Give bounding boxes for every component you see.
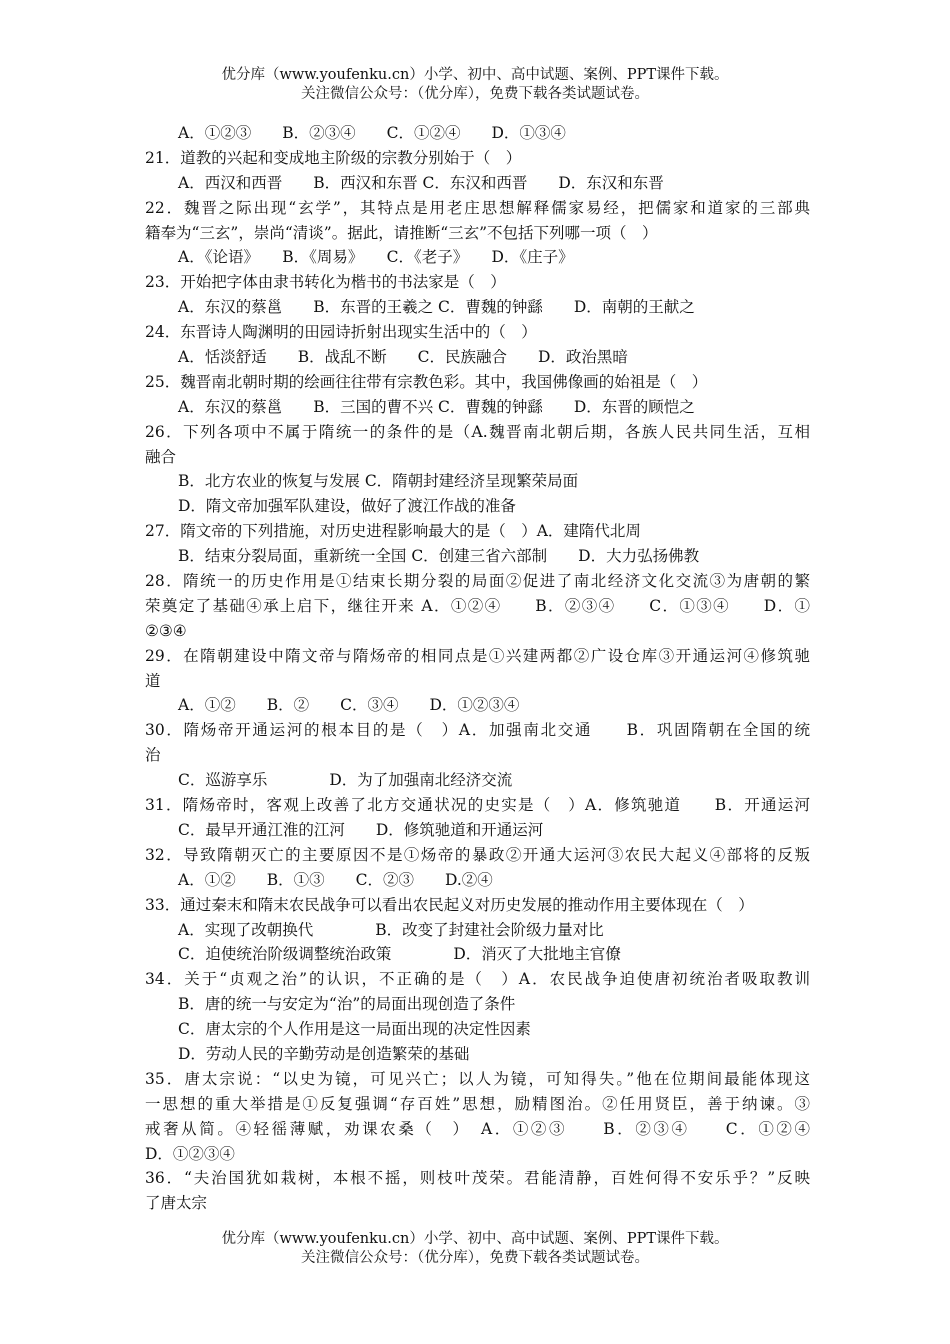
text-line: 籍奉为“三玄”，崇尚“清谈”。据此，请推断“三玄”不包括下列哪一项（ ） xyxy=(145,223,658,242)
question-30: 30．隋炀帝开通运河的根本目的是（ ）A．加强南北交通 B．巩固隋朝在全国的统 xyxy=(145,721,810,740)
options-34: C．唐太宗的个人作用是这一局面出现的决定性因素 xyxy=(178,1020,531,1039)
text-line: 戒奢从简。④轻徭薄赋，劝课农桑（ ） A．①②③ B．②③④ C．①②④ xyxy=(145,1119,810,1138)
footer-line-1: 优分库（www.youfenku.cn）小学、初中、高中试题、案例、PPT课件下载。 xyxy=(221,1231,729,1247)
options-29: A．①② B．② C．③④ D．①②③④ xyxy=(178,696,520,715)
options-26: B．北方农业的恢复与发展 C．隋朝封建经济呈现繁荣局面 xyxy=(178,472,579,491)
question-29: 29．在隋朝建设中隋文帝与隋炀帝的相同点是①兴建两都②广设仓库③开通运河④修筑驰 xyxy=(145,646,810,665)
options-25: A．东汉的蔡邕 B．三国的曹不兴 C．曹魏的钟繇 D．东晋的顾恺之 xyxy=(178,397,695,416)
header-line-2: 关注微信公众号：（优分库），免费下载各类试题试卷。 xyxy=(301,86,649,102)
question-31: 31．隋炀帝时，客观上改善了北方交通状况的史实是（ ）A．修筑驰道 B．开通运河 xyxy=(145,796,810,815)
options-33: C．迫使统治阶级调整统治政策 D．消灭了大批地主官僚 xyxy=(178,945,621,964)
text-line: 了唐太宗 xyxy=(145,1194,208,1213)
text-line: 荣奠定了基础④承上启下，继往开来 A．①②④ B．②③④ C．①③④ D．① xyxy=(145,596,810,615)
footer-line-2: 关注微信公众号：（优分库），免费下载各类试题试卷。 xyxy=(301,1250,649,1266)
options-24: A．恬淡舒适 B．战乱不断 C．民族融合 D．政治黑暗 xyxy=(178,348,628,367)
options-30: C．巡游享乐 D．为了加强南北经济交流 xyxy=(178,771,513,790)
text-line: 治 xyxy=(145,746,161,765)
options-22: A．《论语》 B．《周易》 C．《老子》 D．《庄子》 xyxy=(178,248,574,267)
question-36: 36．“夫治国犹如栽树，本根不摇，则枝叶茂荣。君能清静，百姓何得不安乐乎？”反映 xyxy=(145,1169,810,1188)
text-line: D．①②③④ xyxy=(145,1144,235,1163)
page-header xyxy=(0,66,950,104)
question-33: 33．通过秦末和隋末农民战争可以看出农民起义对历史发展的推动作用主要体现在（ ） xyxy=(145,895,754,914)
options-34: B．唐的统一与安定为“治”的局面出现创造了条件 xyxy=(178,995,516,1014)
question-28: 28．隋统一的历史作用是①结束长期分裂的局面②促进了南北经济文化交流③为唐朝的繁 xyxy=(145,572,810,591)
question-27: 27．隋文帝的下列措施，对历史进程影响最大的是（ ）A．建隋代北周 xyxy=(145,522,641,541)
question-25: 25．魏晋南北朝时期的绘画往往带有宗教色彩。其中，我国佛像画的始祖是（ ） xyxy=(145,372,708,391)
header-line-1: 优分库（www.youfenku.cn）小学、初中、高中试题、案例、PPT课件下载。 xyxy=(221,67,729,83)
question-34: 34．关于“贞观之治”的认识，不正确的是（ ）A．农民战争迫使唐初统治者吸取教训 xyxy=(145,970,810,989)
question-35: 35．唐太宗说：“以史为镜，可见兴亡；以人为镜，可知得失。”他在位期间最能体现这 xyxy=(145,1069,810,1088)
exam-questions xyxy=(145,121,810,1216)
text-line: A．①②③ B．②③④ C．①②④ D．①③④ xyxy=(178,124,566,142)
options-31: C．最早开通江淮的江河 D．修筑驰道和开通运河 xyxy=(178,820,544,839)
question-22: 22．魏晋之际出现“玄学”，其特点是用老庄思想解释儒家易经，把儒家和道家的三部典 xyxy=(145,198,810,217)
options-33: A．实现了改朝换代 B．改变了封建社会阶级力量对比 xyxy=(178,920,604,939)
question-24: 24．东晋诗人陶渊明的田园诗折射出现实生活中的（ ） xyxy=(145,323,537,342)
options-27: B．结束分裂局面，重新统一全国 C．创建三省六部制 D．大力弘扬佛教 xyxy=(178,547,700,566)
options-21: A．西汉和西晋 B．西汉和东晋 C．东汉和西晋 D．东汉和东晋 xyxy=(178,173,664,192)
question-21: 21．道教的兴起和变成地主阶级的宗教分别始于（ ） xyxy=(145,148,522,167)
text-line: ②③④ xyxy=(145,621,187,640)
options-26: D．隋文帝加强军队建设，做好了渡江作战的准备 xyxy=(178,497,516,516)
text-line: 道 xyxy=(145,671,161,690)
text-line: 融合 xyxy=(145,447,177,466)
page-footer xyxy=(0,1230,950,1268)
question-23: 23．开始把字体由隶书转化为楷书的书法家是（ ） xyxy=(145,273,506,292)
options-34: D．劳动人民的辛勤劳动是创造繁荣的基础 xyxy=(178,1044,470,1063)
question-26: 26．下列各项中不属于隋统一的条件的是（A.魏晋南北朝后期，各族人民共同生活，互相 xyxy=(145,422,810,441)
question-32: 32．导致隋朝灭亡的主要原因不是①炀帝的暴政②开通大运河③农民大起义④部将的反叛 xyxy=(145,845,810,864)
options-23: A．东汉的蔡邕 B．东晋的王羲之 C．曹魏的钟繇 D．南朝的王献之 xyxy=(178,298,695,317)
text-line: 一思想的重大举措是①反复强调“存百姓”思想，励精图治。②任用贤臣，善于纳谏。③ xyxy=(145,1094,810,1113)
options-32: A．①② B．①③ C．②③ D.②④ xyxy=(178,870,493,889)
